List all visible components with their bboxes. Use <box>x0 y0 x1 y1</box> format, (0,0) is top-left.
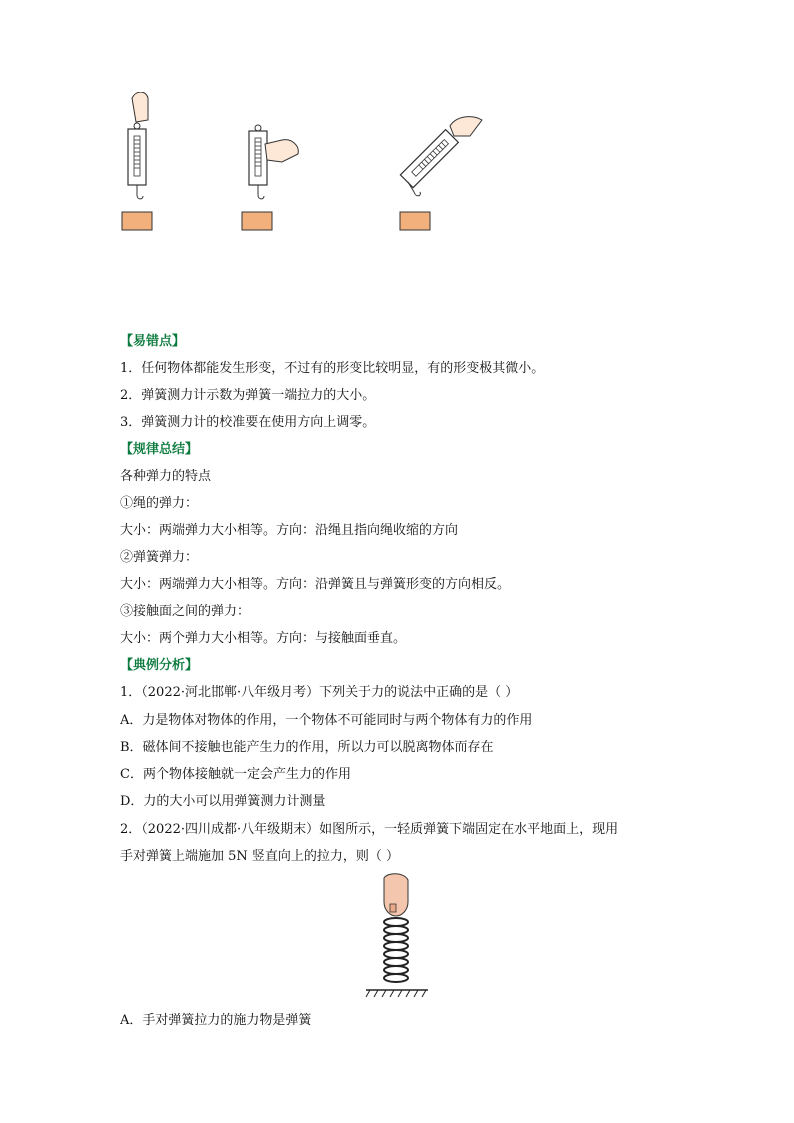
scale-ring <box>134 123 140 129</box>
spring-coils <box>384 918 408 982</box>
summary-item-title-1: ①绳的弹力： <box>120 496 199 511</box>
summary-intro: 各种弹力的特点 <box>120 469 212 484</box>
section-heading-examples: 【典例分析】 <box>120 658 199 673</box>
hand-icon <box>132 92 148 122</box>
scale-ticks <box>255 142 261 166</box>
scale-hook <box>137 185 143 199</box>
mistake-item-2: 2．弹簧测力计示数为弹簧一端拉力的大小。 <box>120 388 376 403</box>
mistake-item-1: 1．任何物体都能发生形变，不过有的形变比较明显，有的形变极其微小。 <box>120 361 545 376</box>
finger-tip <box>390 904 396 912</box>
summary-item-title-2: ②弹簧弹力： <box>120 550 199 565</box>
question-1-option-c: C．两个物体接触就一定会产生力的作用 <box>120 767 351 782</box>
scale-ring <box>255 125 261 131</box>
question-2-stem-line-2: 手对弹簧上端施加 5N 竖直向上的拉力，则（ ） <box>120 849 400 864</box>
scale-hook <box>258 185 264 199</box>
scale-figure-2 <box>242 125 298 230</box>
ground-hatching <box>366 990 426 997</box>
summary-item-desc-1: 大小：两端弹力大小相等。方向：沿绳且指向绳收缩的方向 <box>120 523 459 538</box>
question-1-stem: 1．（2022·河北邯郸·八年级月考）下列关于力的说法中正确的是（ ） <box>120 685 519 700</box>
question-1-option-b: B．磁体间不接触也能产生力的作用，所以力可以脱离物体而存在 <box>120 740 494 755</box>
spring-scale-figures <box>110 92 510 242</box>
section-heading-mistakes: 【易错点】 <box>120 334 186 349</box>
hand-icon <box>450 117 482 136</box>
summary-item-desc-3: 大小：两个弹力大小相等。方向：与接触面垂直。 <box>120 631 407 646</box>
mistake-item-3: 3．弹簧测力计的校准要在使用方向上调零。 <box>120 415 376 430</box>
question-2-option-a: A．手对弹簧拉力的施力物是弹簧 <box>120 1013 312 1028</box>
summary-item-title-3: ③接触面之间的弹力： <box>120 604 251 619</box>
section-heading-summary: 【规律总结】 <box>120 442 199 457</box>
scale-figure-1 <box>122 92 152 230</box>
question-1-option-a: A．力是物体对物体的作用，一个物体不可能同时与两个物体有力的作用 <box>120 713 533 728</box>
spring-figure <box>360 872 434 1000</box>
scale-figure-3 <box>400 117 482 230</box>
weight-block <box>122 212 152 230</box>
summary-item-desc-2: 大小：两端弹力大小相等。方向：沿弹簧且与弹簧形变的方向相反。 <box>120 577 511 592</box>
question-2-stem-line-1: 2．（2022·四川成都·八年级期末）如图所示，一轻质弹簧下端固定在水平地面上，现用 <box>120 822 619 837</box>
weight-block <box>400 212 430 230</box>
weight-block <box>242 212 272 230</box>
question-1-option-d: D．力的大小可以用弹簧测力计测量 <box>120 794 326 809</box>
scale-slot <box>255 138 261 176</box>
hand-icon <box>265 140 298 162</box>
